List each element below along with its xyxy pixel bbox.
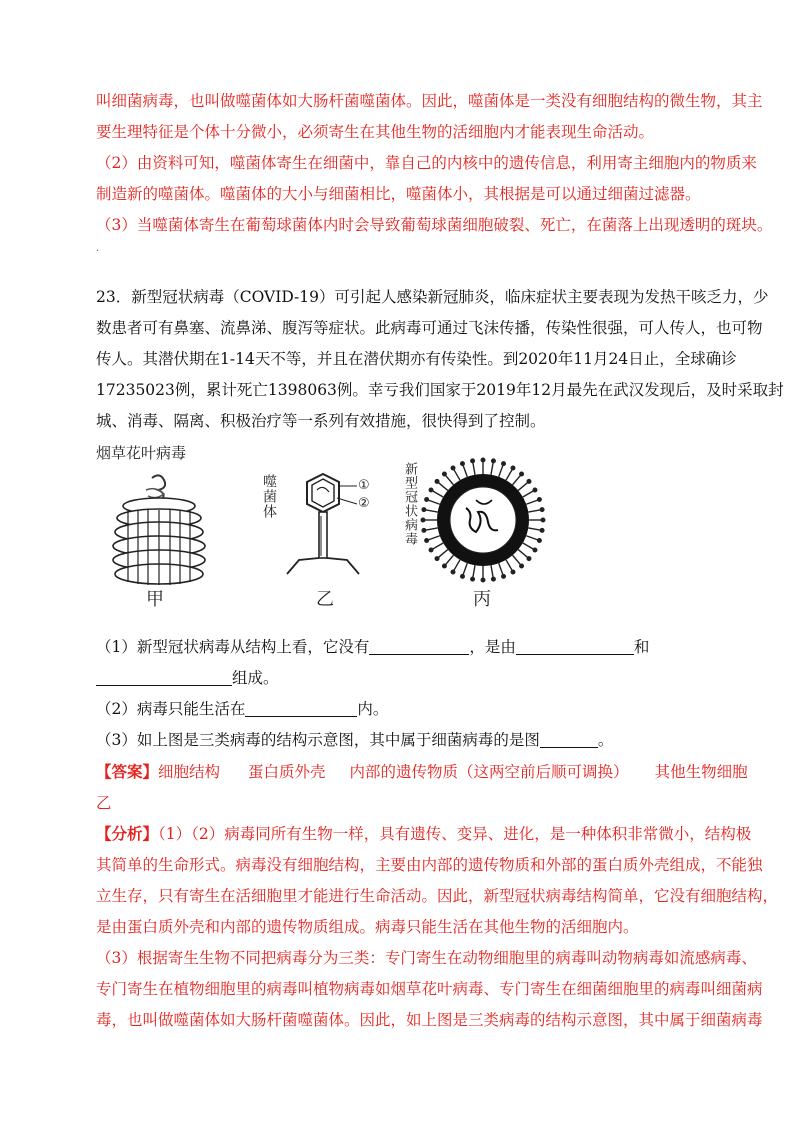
analysis-tag: 【分析】 bbox=[96, 824, 159, 843]
analysis-line: 毒，也叫做噬菌体如大肠杆菌噬菌体。因此，如上图是三类病毒的结构示意图，其中属于细菌病毒 bbox=[96, 1011, 763, 1029]
answer-blank[interactable] bbox=[369, 638, 469, 655]
caption-c: 丙 bbox=[473, 589, 491, 610]
answer-block bbox=[96, 756, 748, 819]
spike-tip bbox=[435, 480, 439, 484]
spike-tip bbox=[520, 564, 524, 568]
spike-tip bbox=[443, 472, 447, 476]
analysis-line: 其简单的生命形式。病毒没有细胞结构，主要由内部的遗传物质和外部的蛋白质外壳组成，不能独 bbox=[96, 856, 763, 874]
spike-tip bbox=[451, 570, 455, 574]
spike-tip bbox=[481, 578, 485, 582]
spike-tip bbox=[461, 575, 465, 579]
spike-tip bbox=[422, 529, 426, 533]
answer-line: （3）当噬菌体寄生在葡萄球菌体内时会导致葡萄球菌细胞破裂、死亡，在菌落上出现透明的斑块。 bbox=[96, 216, 773, 234]
spike-tip bbox=[421, 518, 425, 522]
answer-line: 【答案】细胞结构 蛋白质外壳 内部的遗传物质（这两空前后顺可调换） 其他生物细胞 bbox=[96, 762, 748, 781]
caption-a: 甲 bbox=[146, 589, 164, 610]
answer-line: 要生理特征是个体十分微小，必须寄生在其他生物的活细胞内才能表现生命活动。 bbox=[96, 123, 655, 141]
sub-question-2: （2）病毒只能生活在 内。 bbox=[96, 700, 389, 718]
spike-tip bbox=[481, 458, 485, 462]
spike-tip bbox=[425, 539, 429, 543]
phage-title: 噬菌体 bbox=[261, 474, 277, 519]
analysis-line: 立生存，只有寄生在活细胞里才能进行生命活动。因此，新型冠状病毒结构简单，它没有细胞结构， bbox=[96, 887, 779, 905]
spike-tip bbox=[502, 462, 506, 466]
question-line: 17235023例，累计死亡1398063例。幸亏我们国家于2019年12月最先在武汉发现后，及时采取封 bbox=[96, 381, 784, 399]
answer-blank[interactable] bbox=[540, 731, 598, 748]
spike-tip bbox=[533, 548, 537, 552]
question-line: 23．新型冠状病毒（COVID-19）可引起人感染新冠肺炎，临床症状主要表现为发热干咳乏力，少 bbox=[96, 288, 769, 306]
caption-b: 乙 bbox=[316, 589, 334, 610]
spike-tip bbox=[538, 539, 542, 543]
covid-title: 新型冠状病毒 bbox=[402, 462, 417, 546]
spike-tip bbox=[527, 480, 531, 484]
answer-line: 乙 bbox=[96, 794, 112, 812]
analysis-line: 【分析】（1）（2）病毒同所有生物一样，具有遗传、变异、进化，是一种体积非常微小，结构极 bbox=[96, 824, 752, 843]
sub-question-1-continued: 组成。 bbox=[96, 663, 708, 694]
spike-tip bbox=[533, 488, 537, 492]
spike-tip bbox=[520, 472, 524, 476]
spike-tip bbox=[471, 459, 475, 463]
spike-tip bbox=[541, 518, 545, 522]
question-23 bbox=[96, 282, 784, 437]
answer-line: 制造新的噬菌体。噬菌体的大小与细菌相比，噬菌体小，其根据是可以通过细菌过滤器。 bbox=[96, 185, 701, 203]
analysis-line: 专门寄生在植物细胞里的病毒叫植物病毒如烟草花叶病毒、专门寄生在细菌细胞里的病毒叫细菌病 bbox=[96, 980, 763, 998]
spike-tip bbox=[435, 557, 439, 561]
spike-tip bbox=[429, 488, 433, 492]
spike-tip bbox=[443, 564, 447, 568]
spike-tip bbox=[527, 557, 531, 561]
analysis-line: （3）根据寄生生物不同把病毒分为三类：专门寄生在动物细胞里的病毒叫动物病毒如流感病毒、 bbox=[96, 949, 757, 967]
spike-tip bbox=[422, 508, 426, 512]
question-line: 城、消毒、隔离、积极治疗等一系列有效措施，很快得到了控制。 bbox=[96, 412, 546, 430]
analysis-line: 是由蛋白质外壳和内部的遗传物质组成。病毒只能生活在其他生物的活细胞内。 bbox=[96, 918, 639, 936]
spike-tip bbox=[538, 498, 542, 502]
answer-blank[interactable] bbox=[516, 638, 634, 655]
paragraph-mark: · bbox=[96, 246, 100, 257]
spike-tip bbox=[429, 548, 433, 552]
tobacco-mosaic-virus-drawing bbox=[104, 470, 214, 590]
spike-tip bbox=[492, 577, 496, 581]
answer-blank[interactable] bbox=[245, 700, 357, 717]
spike-tip bbox=[540, 508, 544, 512]
phage-label-1: ① bbox=[358, 478, 370, 493]
sub-question-3: （3）如上图是三类病毒的结构示意图，其中属于细菌病毒的是图 。 bbox=[96, 731, 614, 749]
spike-tip bbox=[511, 466, 515, 470]
spike-tip bbox=[492, 459, 496, 463]
answer-line: 叫细菌病毒，也叫做噬菌体如大肠杆菌噬菌体。因此，噬菌体是一类没有细胞结构的微生物，其主 bbox=[96, 92, 763, 110]
answer-tag: 【答案】 bbox=[96, 762, 159, 781]
virus-figure bbox=[96, 440, 556, 610]
bacteriophage-drawing bbox=[271, 468, 391, 588]
answer-line: （2）由资料可知，噬菌体寄生在细菌中，靠自己的内核中的遗传信息，利用寄主细胞内的物质来 bbox=[96, 154, 757, 172]
question-line: 数患者可有鼻塞、流鼻涕、腹泻等症状。此病毒可通过飞沫传播，传染性很强，可人传人，也可物 bbox=[96, 319, 763, 337]
analysis-block bbox=[96, 818, 779, 1036]
spike-tip bbox=[511, 570, 515, 574]
spike-tip bbox=[451, 466, 455, 470]
tmv-title: 烟草花叶病毒 bbox=[96, 444, 187, 462]
question-line: 传人。其潜伏期在1-14天不等，并且在潜伏期亦有传染性。到2020年11月24日止，全球确诊 bbox=[96, 350, 737, 368]
spike-tip bbox=[540, 529, 544, 533]
sub-questions bbox=[96, 632, 708, 756]
previous-answer-block bbox=[96, 86, 773, 241]
spike-tip bbox=[425, 498, 429, 502]
spike-tip bbox=[461, 462, 465, 466]
coronavirus-drawing bbox=[418, 456, 548, 584]
spike-tip bbox=[471, 577, 475, 581]
phage-label-2: ② bbox=[358, 496, 370, 511]
sub-question-1: （1）新型冠状病毒从结构上看，它没有 ，是由 和 bbox=[96, 638, 650, 656]
spike-tip bbox=[502, 575, 506, 579]
answer-blank[interactable] bbox=[96, 669, 232, 686]
